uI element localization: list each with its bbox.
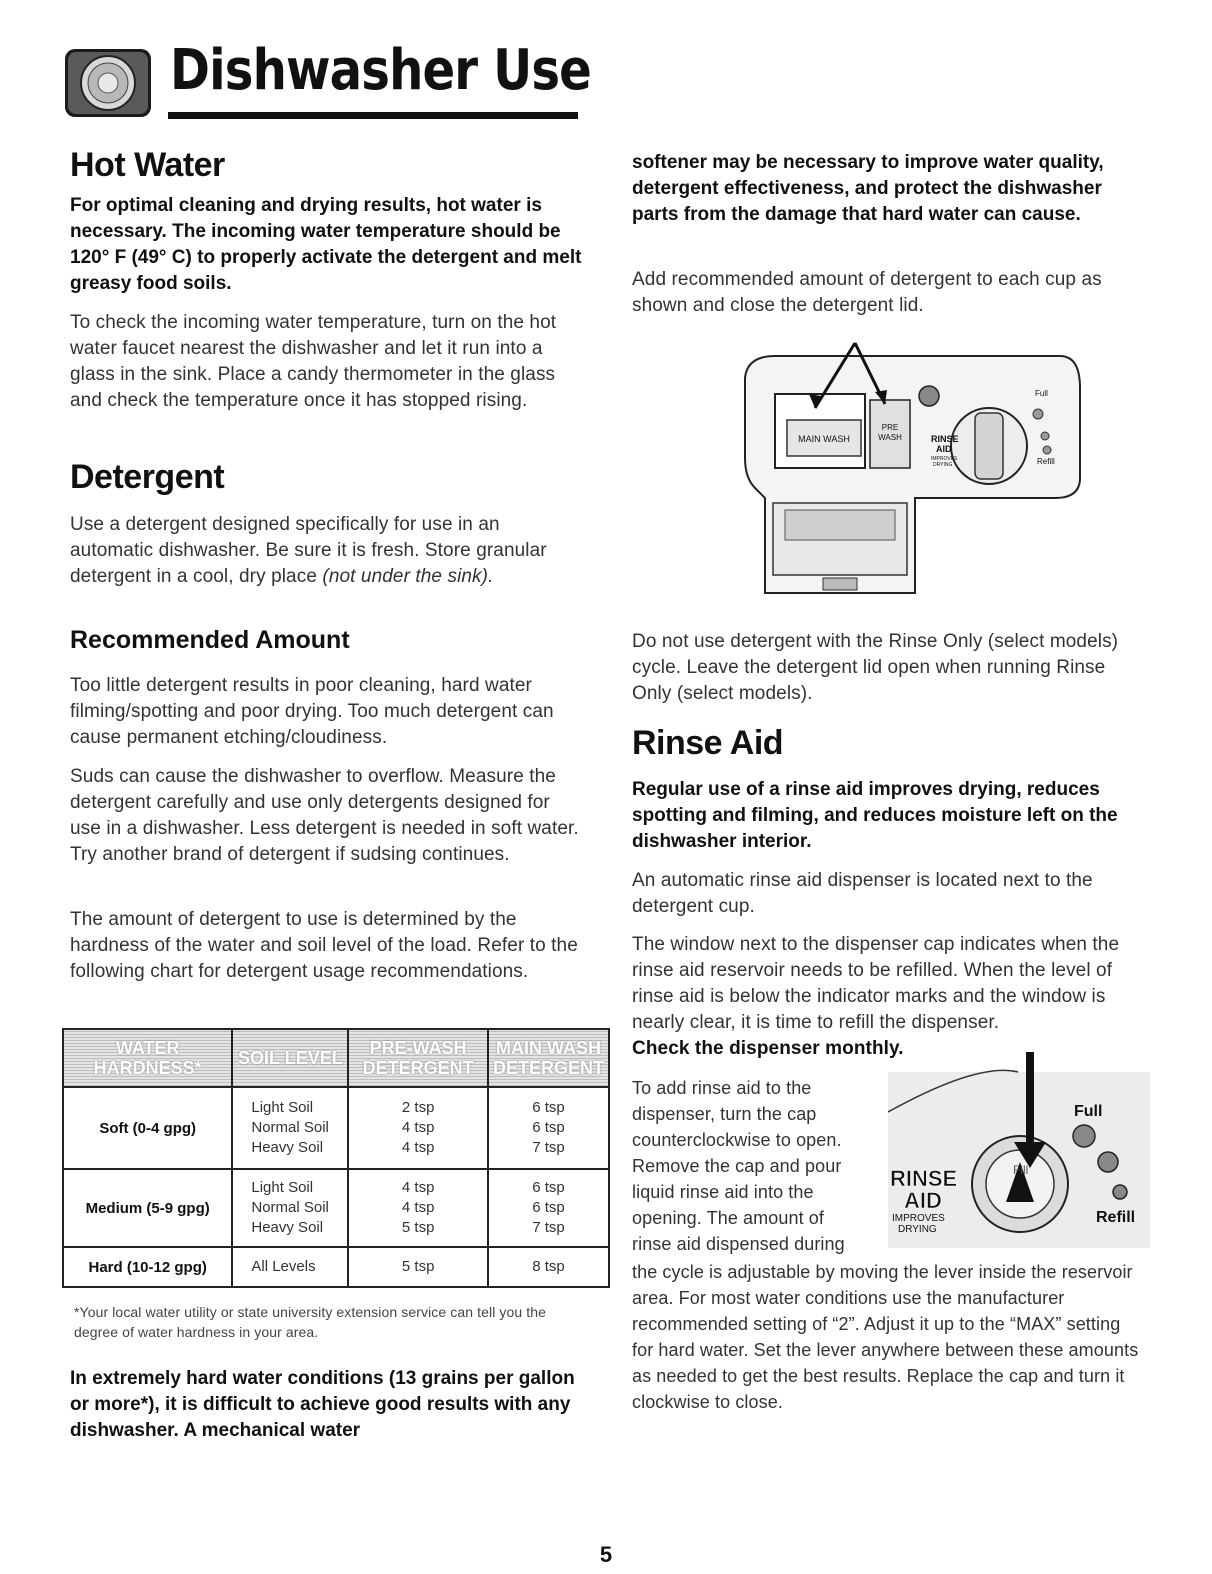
- refill-label: Refill: [1037, 457, 1055, 466]
- pre-wash-cell: [348, 1087, 488, 1169]
- rinse-aid-p3-line: liquid rinse aid into the: [632, 1182, 814, 1202]
- main-wash-value: 7 tsp: [532, 1139, 565, 1156]
- soil-value: Light Soil: [251, 1179, 314, 1196]
- add-detergent-text: Add recommended amount of detergent to each cup as shown and close the detergent lid.: [632, 269, 1102, 316]
- main-wash-cell: [488, 1169, 609, 1247]
- table-row: [63, 1087, 609, 1169]
- hardness-cell: Soft (0-4 gpg): [63, 1087, 232, 1169]
- soil-value: Normal Soil: [251, 1199, 329, 1216]
- col-header-main-wash: MAIN WASH DETERGENT: [488, 1029, 609, 1087]
- page-number: 5: [599, 1542, 613, 1567]
- recommended-p1: Too little detergent results in poor cleaning, hard water filming/spotting and poor drying. Too much detergent can cause permanent etching/cloudiness.: [70, 675, 554, 748]
- soil-cell: [232, 1087, 348, 1169]
- page-title: Dishwasher Use: [170, 38, 591, 103]
- hard-water-warning-part2: softener may be necessary to improve water quality, detergent effectiveness, and protect the dishwasher parts from the damage that hard water can cause.: [632, 152, 1104, 225]
- full-label: Full: [1035, 389, 1048, 398]
- dishwasher-dial-icon: [64, 48, 152, 118]
- rinse-aid-p3-line: dispenser, turn the cap: [632, 1104, 817, 1124]
- pre-wash-value: 5 tsp: [401, 1258, 435, 1275]
- recommended-p3: The amount of detergent to use is determined by the hardness of the water and soil level of the load. Refer to the following chart for detergent usage recommendations.: [70, 909, 578, 982]
- fill-label: Fill: [1013, 1163, 1029, 1177]
- detergent-heading: Detergent: [70, 458, 225, 496]
- detergent-body: [70, 512, 582, 590]
- hot-water-lead: For optimal cleaning and drying results, hot water is necessary. The incoming water temperature should be 120° F (49° C) to properly activate the detergent and melt greasy food soils.: [70, 195, 582, 294]
- improves-label: IMPROVES: [931, 456, 958, 462]
- rinse-aid-p3-line: rinse aid dispensed during: [632, 1234, 845, 1254]
- rinse-label: RINSE: [931, 434, 959, 444]
- recommended-amount-heading: Recommended Amount: [70, 626, 350, 654]
- recommended-p2: Suds can cause the dishwasher to overflow. Measure the detergent carefully and use only detergents designed for use in a dishwasher. Less detergent is needed in soft water. Try another brand of detergent if sudsing continues.: [70, 766, 579, 865]
- aid-label: AID: [936, 444, 952, 454]
- detergent-body-italic: (not under the sink).: [322, 566, 494, 587]
- pre-wash-value: 4 tsp: [401, 1119, 435, 1136]
- hot-water-heading: Hot Water: [70, 146, 225, 184]
- soil-value: Normal Soil: [251, 1119, 329, 1136]
- hardness-cell: Hard (10-12 gpg): [63, 1247, 232, 1287]
- rinse-aid-heading: Rinse Aid: [632, 724, 784, 762]
- aid-label: AID: [904, 1188, 942, 1213]
- main-wash-cell: [488, 1087, 609, 1169]
- rinse-aid-p3-line: counterclockwise to open.: [632, 1130, 842, 1150]
- rinse-aid-p1: An automatic rinse aid dispenser is located next to the detergent cup.: [632, 870, 1093, 917]
- pre-wash-value: 4 tsp: [401, 1179, 435, 1196]
- col-header-water-hardness: WATER HARDNESS*: [63, 1029, 232, 1087]
- rinse-only-note: Do not use detergent with the Rinse Only (select models) cycle. Leave the detergent lid open when running Rinse Only (select models).: [632, 631, 1119, 704]
- soil-value: Heavy Soil: [251, 1139, 324, 1156]
- table-row: [63, 1169, 609, 1247]
- arrow-shaft: [1026, 1052, 1034, 1144]
- soil-value: Light Soil: [251, 1099, 314, 1116]
- hot-water-body: To check the incoming water temperature, turn on the hot water faucet nearest the dishwasher and let it run into a glass in the sink. Place a candy thermometer in the glass and check the temperature once it has stopped rising.: [70, 312, 557, 411]
- hardness-cell: Medium (5-9 gpg): [63, 1169, 232, 1247]
- pre-label: PRE: [881, 423, 899, 432]
- hard-water-warning-part1: In extremely hard water conditions (13 grains per gallon or more*), it is difficult to achieve good results with any dishwasher. A mechanical water: [70, 1368, 575, 1441]
- page-header: [64, 38, 591, 122]
- rinse-aid-p3-line: Remove the cap and pour: [632, 1156, 842, 1176]
- main-wash-value: 6 tsp: [532, 1119, 565, 1136]
- rinse-aid-p2-text: The window next to the dispenser cap indicates when the rinse aid reservoir needs to be refilled. When the level of rinse aid is below the indicator marks and the window is nearly clear, it is time to refill the dispenser.: [632, 934, 1120, 1033]
- main-wash-cell: [488, 1247, 609, 1287]
- drying-label: DRYING: [898, 1224, 937, 1235]
- detergent-body-text: Use a detergent designed specifically for use in an automatic dishwasher. Be sure it is fresh. Store granular detergent in a cool, dry place: [70, 514, 547, 587]
- rinse-aid-lead: Regular use of a rinse aid improves drying, reduces spotting and filming, and reduces moisture left on the dishwasher interior.: [632, 779, 1118, 852]
- rinse-aid-p3-lines: [632, 1075, 887, 1257]
- drying-label: DRYING: [933, 462, 953, 468]
- title-underline: [168, 112, 578, 119]
- soil-cell: [232, 1247, 348, 1287]
- rinse-aid-dispenser-diagram: [888, 1052, 1150, 1248]
- main-wash-label: MAIN WASH: [798, 434, 850, 444]
- check-monthly-note: Check the dispenser monthly.: [632, 1038, 904, 1059]
- soil-value: All Levels: [251, 1258, 316, 1275]
- full-label: Full: [1074, 1103, 1103, 1120]
- rinse-aid-p3-line: opening. The amount of: [632, 1208, 825, 1228]
- pre-wash-value: 2 tsp: [401, 1099, 435, 1116]
- main-wash-value: 7 tsp: [532, 1219, 565, 1236]
- col-header-pre-wash: PRE-WASH DETERGENT: [348, 1029, 488, 1087]
- rinse-aid-p3-line: To add rinse aid to the: [632, 1078, 812, 1098]
- pre-wash-cell: [348, 1247, 488, 1287]
- main-wash-value: 6 tsp: [532, 1099, 565, 1116]
- detergent-usage-table: [62, 1028, 610, 1288]
- soil-cell: [232, 1169, 348, 1247]
- col-header-soil-level: SOIL LEVEL: [232, 1029, 348, 1087]
- pre-wash-cell: [348, 1169, 488, 1247]
- rinse-aid-p2: [632, 932, 1142, 1062]
- refill-label: Refill: [1096, 1209, 1136, 1226]
- main-wash-value: 8 tsp: [532, 1258, 565, 1275]
- pre-wash-value: 4 tsp: [401, 1139, 435, 1156]
- rinse-label: RINSE: [890, 1166, 958, 1191]
- detergent-dispenser-diagram: [735, 338, 1085, 608]
- wash-label: WASH: [878, 433, 902, 442]
- rinse-aid-p3-rest: the cycle is adjustable by moving the lever inside the reservoir area. For most water conditions use the manufacturer recommended setting of “2”. Adjust it up to the “MAX” setting for hard water. Set the lever anywhere between these amounts as needed to get the best results. Replace the cap and turn it clockwise to close.: [632, 1262, 1139, 1412]
- pre-wash-value: 5 tsp: [401, 1219, 435, 1236]
- main-wash-value: 6 tsp: [532, 1199, 565, 1216]
- table-row: [63, 1247, 609, 1287]
- soil-value: Heavy Soil: [251, 1219, 324, 1236]
- main-wash-value: 6 tsp: [532, 1179, 565, 1196]
- improves-label: IMPROVES: [892, 1213, 945, 1224]
- table-footnote: *Your local water utility or state university extension service can tell you the degree of water hardness in your area.: [74, 1304, 547, 1340]
- pre-wash-value: 4 tsp: [401, 1199, 435, 1216]
